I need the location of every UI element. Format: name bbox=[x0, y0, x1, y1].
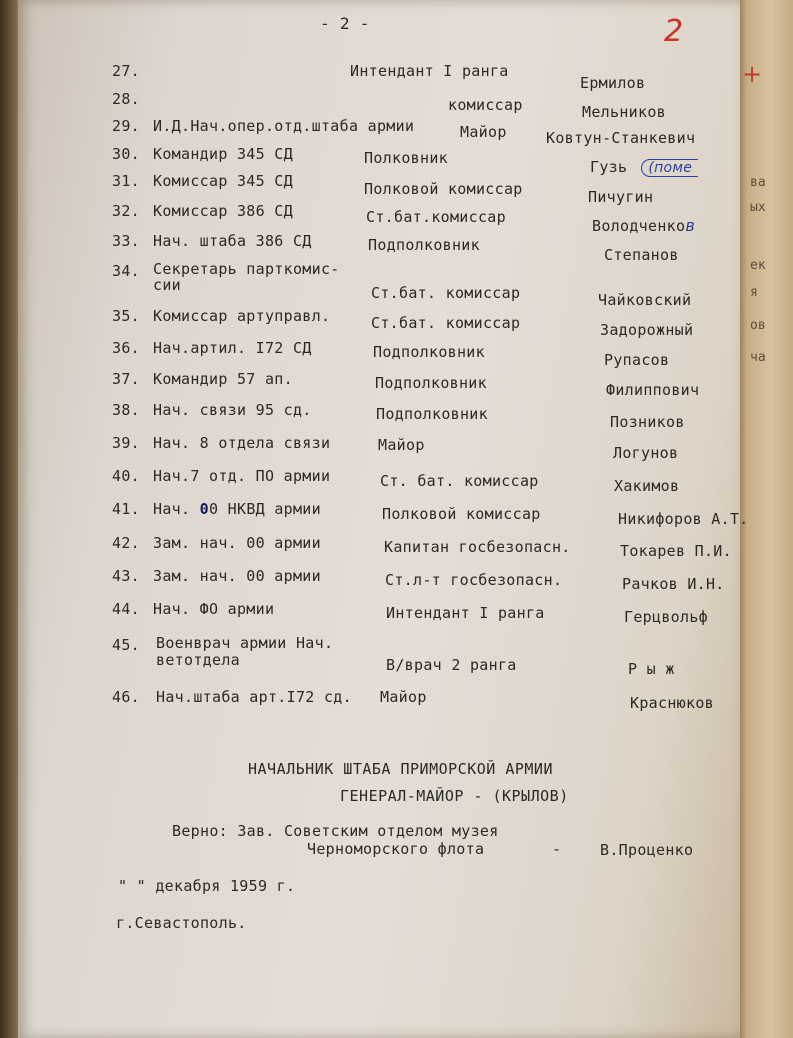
row-position: И.Д.Нач.опер.отд.штаба армии bbox=[153, 117, 415, 135]
row-position: Командир 345 СД bbox=[153, 145, 293, 163]
row-position: Нач.7 отд. ПО армии bbox=[153, 467, 331, 485]
row-rank: Ст. бат. комиссар bbox=[380, 472, 539, 490]
row-position-line: ветотдела bbox=[156, 651, 240, 669]
row-rank: Подполковник bbox=[376, 405, 488, 423]
row-rank: Ст.бат. комиссар bbox=[371, 314, 521, 332]
row-position: Комиссар артуправл. bbox=[153, 307, 331, 325]
row-position: Командир 57 ап. bbox=[153, 370, 293, 388]
row-position: Зам. нач. 00 армии bbox=[153, 534, 321, 552]
row-rank: комиссар bbox=[448, 96, 523, 114]
row-name: Никифоров А.Т. bbox=[618, 510, 749, 528]
row-rank: В/врач 2 ранга bbox=[386, 656, 517, 674]
row-name-text: Володченко bbox=[592, 217, 686, 235]
certification-line: Черноморского флота bbox=[307, 840, 485, 858]
adjacent-page-fragment: ов bbox=[750, 318, 766, 333]
row-rank: Ст.бат.комиссар bbox=[366, 208, 506, 226]
row-name: Краснюков bbox=[630, 694, 714, 712]
row-number: 33. bbox=[112, 232, 140, 250]
handwritten-note: в bbox=[685, 216, 696, 235]
certification-line: Верно: Зав. Советским отделом музея bbox=[172, 822, 499, 840]
certification-signer: В.Проценко bbox=[600, 841, 694, 859]
row-name: Токарев П.И. bbox=[620, 542, 732, 560]
handwritten-page-number: 2 bbox=[664, 14, 684, 49]
row-rank: Подполковник bbox=[368, 236, 480, 254]
row-position: Нач. штаба 386 СД bbox=[153, 232, 312, 250]
certification-dash: - bbox=[552, 840, 562, 858]
row-rank: Майор bbox=[378, 436, 425, 454]
row-number: 28. bbox=[112, 90, 140, 108]
date-line: " " декабря 1959 г. bbox=[118, 877, 296, 895]
row-rank: Интендант I ранга bbox=[350, 62, 509, 80]
row-number: 40. bbox=[112, 467, 140, 485]
row-name bbox=[592, 216, 695, 235]
row-number: 32. bbox=[112, 202, 140, 220]
row-number: 29. bbox=[112, 117, 140, 135]
row-number: 35. bbox=[112, 307, 140, 325]
adjacent-page-fragment: ек bbox=[750, 258, 766, 273]
row-rank: Капитан госбезопасн. bbox=[384, 538, 571, 556]
row-rank: Подполковник bbox=[375, 374, 487, 392]
row-rank: Майор bbox=[460, 123, 507, 141]
row-rank: Полковой комиссар bbox=[382, 505, 541, 523]
row-position-line: Секретарь парткомис- bbox=[153, 260, 340, 278]
row-position: Зам. нач. 00 армии bbox=[153, 567, 321, 585]
row-name: Филиппович bbox=[606, 381, 700, 399]
row-name: Степанов bbox=[604, 246, 679, 264]
row-rank: Подполковник bbox=[373, 343, 485, 361]
row-position: Нач. связи 95 сд. bbox=[153, 401, 312, 419]
row-number: 42. bbox=[112, 534, 140, 552]
row-number: 27. bbox=[112, 62, 140, 80]
row-number: 31. bbox=[112, 172, 140, 190]
row-name: Ермилов bbox=[580, 74, 646, 92]
adjacent-page-fragment: ча bbox=[750, 350, 766, 365]
row-position: Нач. ФО армии bbox=[153, 600, 275, 618]
row-number: 30. bbox=[112, 145, 140, 163]
row-rank: Ст.л-т госбезопасн. bbox=[385, 571, 563, 589]
row-position: Комиссар 345 СД bbox=[153, 172, 293, 190]
row-name: Логунов bbox=[613, 444, 679, 462]
row-name: Пичугин bbox=[588, 188, 654, 206]
row-name: Задорожный bbox=[600, 321, 694, 339]
row-rank: Полковник bbox=[364, 149, 448, 167]
row-name: Герцвольф bbox=[624, 608, 708, 626]
row-number: 43. bbox=[112, 567, 140, 585]
row-name-text: Гузь bbox=[590, 158, 628, 176]
row-position: Нач.штаба арт.I72 сд. bbox=[156, 688, 352, 706]
row-number: 46. bbox=[112, 688, 140, 706]
ink-retouch: 0 bbox=[199, 500, 209, 518]
row-name bbox=[590, 158, 698, 177]
row-rank: Интендант I ранга bbox=[386, 604, 545, 622]
signature-name: ГЕНЕРАЛ-МАЙОР - (КРЫЛОВ) bbox=[340, 787, 569, 805]
handwritten-note: (поме bbox=[641, 159, 698, 177]
row-name: Ковтун-Станкевич bbox=[546, 129, 696, 147]
row-number: 36. bbox=[112, 339, 140, 357]
row-number: 34. bbox=[112, 262, 140, 280]
row-position: Нач. 00 НКВД армии bbox=[153, 500, 321, 518]
row-name: Мельников bbox=[582, 103, 666, 121]
place-line: г.Севастополь. bbox=[116, 914, 247, 932]
row-number: 39. bbox=[112, 434, 140, 452]
row-name: Позников bbox=[610, 413, 685, 431]
row-position: Нач.артил. I72 СД bbox=[153, 339, 312, 357]
row-name: Рупасов bbox=[604, 351, 670, 369]
row-number: 44. bbox=[112, 600, 140, 618]
signature-title: НАЧАЛЬНИК ШТАБА ПРИМОРСКОЙ АРМИИ bbox=[248, 760, 553, 778]
row-name: Чайковский bbox=[598, 291, 692, 309]
row-rank: Майор bbox=[380, 688, 427, 706]
red-pencil-mark: + bbox=[742, 60, 763, 88]
row-position-line: Военврач армии Нач. bbox=[156, 634, 334, 652]
row-number: 45. bbox=[112, 636, 140, 654]
row-position: Комиссар 386 СД bbox=[153, 202, 293, 220]
row-number: 38. bbox=[112, 401, 140, 419]
row-rank: Ст.бат. комиссар bbox=[371, 284, 521, 302]
row-number: 41. bbox=[112, 500, 140, 518]
adjacent-page-fragment: ва bbox=[750, 175, 766, 190]
row-name: Рачков И.Н. bbox=[622, 575, 725, 593]
row-name: Р ы ж bbox=[628, 660, 675, 678]
row-position-line: сии bbox=[153, 276, 181, 294]
row-number: 37. bbox=[112, 370, 140, 388]
page-number: - 2 - bbox=[320, 14, 370, 33]
row-position: Нач. 8 отдела связи bbox=[153, 434, 331, 452]
row-name: Хакимов bbox=[614, 477, 680, 495]
row-rank: Полковой комиссар bbox=[364, 180, 523, 198]
adjacent-page-fragment: я bbox=[750, 285, 758, 300]
adjacent-page-fragment: ых bbox=[750, 200, 766, 215]
